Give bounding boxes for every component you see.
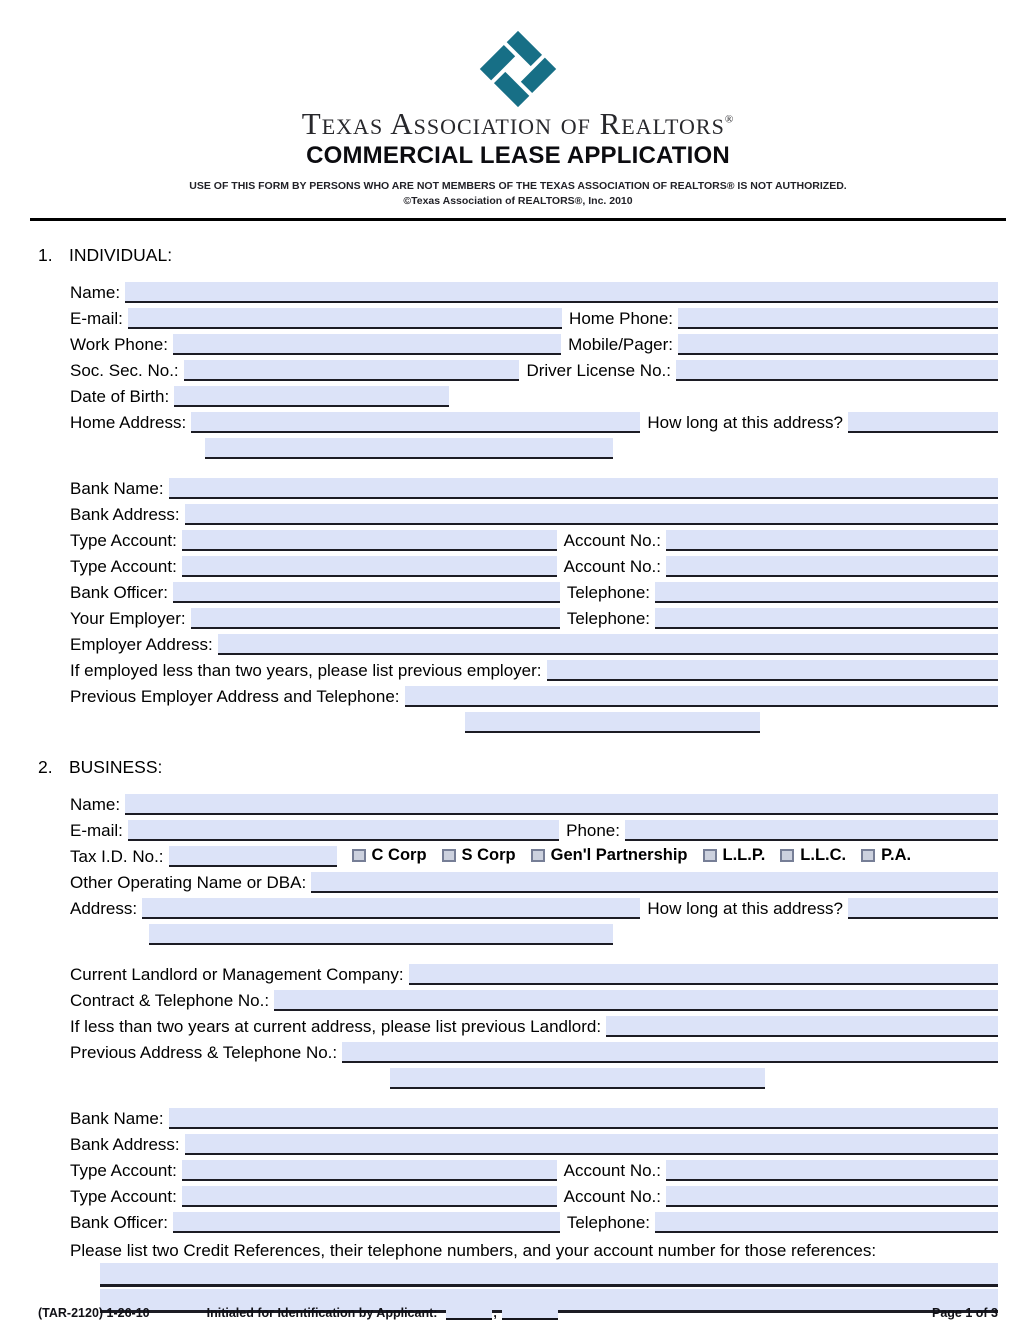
bus-other-name-label: Other Operating Name or DBA: (70, 874, 311, 893)
row-bus-name (70, 793, 998, 815)
ind-dob-label: Date of Birth: (70, 388, 174, 407)
ind-home-address-label: Home Address: (70, 414, 191, 433)
notice-line-2: ©Texas Association of REALTORS®, Inc. 2010 (403, 194, 633, 207)
row-bus-previous-address-cont (70, 1067, 998, 1089)
bus-contract-telephone-field[interactable] (274, 990, 998, 1011)
ind-type-account-2-label: Type Account: (70, 558, 182, 577)
ind-dob-field[interactable] (174, 386, 449, 407)
row-ind-work-phone (70, 333, 998, 355)
bus-bank-officer-field[interactable] (173, 1212, 560, 1233)
form-code: (TAR-2120) 1-26-10 (38, 1306, 150, 1320)
row-ind-home-address (70, 411, 998, 433)
section-number: 1. (38, 244, 53, 265)
credit-reference-1-field[interactable] (100, 1263, 998, 1287)
pa-label: P.A. (881, 846, 912, 865)
entity-genl-partnership (531, 845, 688, 867)
ind-bank-address-label: Bank Address: (70, 506, 185, 525)
ind-bank-name-field[interactable] (169, 478, 998, 499)
row-bus-address (70, 897, 998, 919)
ind-bank-name-label: Bank Name: (70, 480, 169, 499)
ind-previous-employer-field[interactable] (547, 660, 998, 681)
entity-s-corp (442, 845, 516, 867)
ind-mobile-pager-label: Mobile/Pager: (561, 336, 678, 355)
bus-previous-address-label: Previous Address & Telephone No.: (70, 1044, 342, 1063)
ind-employer-field[interactable] (191, 608, 560, 629)
bus-account-no-1-label: Account No.: (557, 1162, 666, 1181)
ind-work-phone-field[interactable] (173, 334, 561, 355)
ind-type-account-1-field[interactable] (182, 530, 557, 551)
page-footer (38, 1303, 998, 1320)
bus-account-no-1-field[interactable] (666, 1160, 998, 1181)
row-bus-type-account-2 (70, 1185, 998, 1207)
bus-type-account-2-field[interactable] (182, 1186, 557, 1207)
bus-bank-name-field[interactable] (169, 1108, 998, 1129)
row-bus-bank-officer (70, 1211, 998, 1233)
ind-bank-officer-field[interactable] (173, 582, 560, 603)
ind-employer-telephone-label: Telephone: (560, 610, 655, 629)
ind-previous-employer-address-field[interactable] (405, 686, 999, 707)
section-number: 2. (38, 756, 53, 777)
ind-employer-label: Your Employer: (70, 610, 191, 629)
row-bus-email (70, 819, 998, 841)
ind-account-no-1-label: Account No.: (557, 532, 666, 551)
ind-work-phone-label: Work Phone: (70, 336, 173, 355)
ind-previous-employer-label: If employed less than two years, please list previous employer: (70, 662, 547, 681)
bus-bank-officer-label: Bank Officer: (70, 1214, 173, 1233)
bus-other-name-field[interactable] (311, 872, 998, 893)
bus-account-no-2-label: Account No.: (557, 1188, 666, 1207)
form-header (38, 30, 998, 221)
entity-pa (861, 845, 911, 867)
ind-account-no-2-label: Account No.: (557, 558, 666, 577)
s-corp-label: S Corp (461, 846, 516, 865)
bus-name-label: Name: (70, 796, 125, 815)
row-ind-bank-address (70, 503, 998, 525)
ind-driver-license-field[interactable] (676, 360, 998, 381)
section-business (38, 757, 998, 1313)
c-corp-checkbox[interactable] (352, 849, 366, 862)
bus-current-landlord-field[interactable] (409, 964, 998, 985)
llp-checkbox[interactable] (703, 849, 717, 862)
row-ind-employer (70, 607, 998, 629)
ind-bank-officer-label: Bank Officer: (70, 584, 173, 603)
ind-how-long-label: How long at this address? (640, 414, 848, 433)
ind-account-no-1-field[interactable] (666, 530, 998, 551)
ind-home-phone-label: Home Phone: (562, 310, 678, 329)
row-bus-contract-telephone (70, 989, 998, 1011)
row-bus-bank-address (70, 1133, 998, 1155)
llp-label: L.L.P. (722, 846, 766, 865)
form-title: COMMERCIAL LEASE APPLICATION (306, 141, 730, 169)
ind-name-label: Name: (70, 284, 125, 303)
ind-home-address-cont-field[interactable] (205, 438, 613, 459)
bus-phone-field[interactable] (625, 820, 998, 841)
row-ind-name (70, 281, 998, 303)
row-bus-previous-landlord (70, 1015, 998, 1037)
bus-previous-address-field[interactable] (342, 1042, 998, 1063)
bus-how-long-field[interactable] (848, 898, 998, 919)
row-ind-employer-address (70, 633, 998, 655)
genl-partnership-checkbox[interactable] (531, 849, 545, 862)
ind-name-field[interactable] (125, 282, 998, 303)
bus-bank-address-field[interactable] (185, 1134, 998, 1155)
row-bus-current-landlord (70, 963, 998, 985)
ind-employer-telephone-field[interactable] (655, 608, 998, 629)
bus-current-landlord-label: Current Landlord or Management Company: (70, 966, 409, 985)
s-corp-checkbox[interactable] (442, 849, 456, 862)
ind-driver-license-label: Driver License No.: (519, 362, 676, 381)
row-credit-reference-1 (70, 1265, 998, 1287)
row-bus-address-cont (70, 923, 998, 945)
bus-previous-landlord-field[interactable] (606, 1016, 998, 1037)
row-ind-ssn (70, 359, 998, 381)
ind-email-label: E-mail: (70, 310, 128, 329)
header-divider (30, 218, 1006, 221)
ind-employer-address-field[interactable] (218, 634, 998, 655)
bus-contract-telephone-label: Contract & Telephone No.: (70, 992, 274, 1011)
pa-checkbox[interactable] (861, 849, 875, 862)
entity-llc (780, 845, 846, 867)
bus-email-field[interactable] (128, 820, 559, 841)
row-ind-previous-employer-address-cont (70, 711, 998, 733)
row-bus-other-name (70, 871, 998, 893)
bus-bank-telephone-field[interactable] (655, 1212, 998, 1233)
ind-bank-telephone-field[interactable] (655, 582, 998, 603)
ind-ssn-field[interactable] (184, 360, 520, 381)
initials-separator: , (493, 1306, 497, 1320)
section-business-heading (38, 757, 998, 778)
usage-notice (38, 179, 998, 209)
bus-address-cont-field[interactable] (149, 924, 613, 945)
entity-c-corp (352, 845, 427, 867)
page-number: Page 1 of 3 (932, 1306, 998, 1320)
bus-bank-telephone-label: Telephone: (560, 1214, 655, 1233)
row-ind-type-account-2 (70, 555, 998, 577)
ind-previous-employer-address-label: Previous Employer Address and Telephone: (70, 688, 405, 707)
initials-group (207, 1303, 558, 1320)
ind-email-field[interactable] (128, 308, 562, 329)
ind-bank-telephone-label: Telephone: (560, 584, 655, 603)
row-ind-dob (70, 385, 998, 407)
ind-account-no-2-field[interactable] (666, 556, 998, 577)
applicant-initials-1-field[interactable] (446, 1303, 492, 1320)
ind-home-phone-field[interactable] (678, 308, 998, 329)
row-ind-email (70, 307, 998, 329)
entity-llp (703, 845, 766, 867)
tar-diamond-logo-icon (475, 30, 561, 108)
c-corp-label: C Corp (371, 846, 427, 865)
llc-checkbox[interactable] (780, 849, 794, 862)
row-ind-home-address-cont (70, 437, 998, 459)
ind-bank-address-field[interactable] (185, 504, 998, 525)
initials-label: Initialed for Identification by Applicant: (206, 1306, 438, 1320)
genl-partnership-label: Gen'l Partnership (550, 846, 688, 865)
row-bus-previous-address (70, 1041, 998, 1063)
applicant-initials-2-field[interactable] (502, 1303, 558, 1320)
ind-employer-address-label: Employer Address: (70, 636, 218, 655)
bus-name-field[interactable] (125, 794, 998, 815)
registered-trademark: ® (724, 113, 735, 126)
ind-mobile-pager-field[interactable] (678, 334, 998, 355)
section-title: INDIVIDUAL: (69, 244, 173, 265)
ind-type-account-2-field[interactable] (182, 556, 557, 577)
section-title: BUSINESS: (69, 756, 163, 777)
section-individual-heading (38, 245, 998, 266)
row-bus-type-account-1 (70, 1159, 998, 1181)
credit-references-instruction: Please list two Credit References, their telephone numbers, and your account number for those references: (70, 1240, 877, 1260)
row-ind-bank-officer (70, 581, 998, 603)
bus-how-long-label: How long at this address? (640, 900, 848, 919)
row-ind-bank-name (70, 477, 998, 499)
bus-previous-landlord-label: If less than two years at current address, please list previous Landlord: (70, 1018, 606, 1037)
bus-type-account-2-label: Type Account: (70, 1188, 182, 1207)
bus-type-account-1-field[interactable] (182, 1160, 557, 1181)
ind-type-account-1-label: Type Account: (70, 532, 182, 551)
row-ind-previous-employer (70, 659, 998, 681)
row-ind-type-account-1 (70, 529, 998, 551)
bus-bank-address-label: Bank Address: (70, 1136, 185, 1155)
bus-bank-name-label: Bank Name: (70, 1110, 169, 1129)
association-name: Texas Association of Realtors® (301, 106, 735, 141)
bus-phone-label: Phone: (559, 822, 625, 841)
llc-label: L.L.C. (800, 846, 847, 865)
notice-line-1: USE OF THIS FORM BY PERSONS WHO ARE NOT MEMBERS OF THE TEXAS ASSOCIATION OF REALTORS® IS NOT AUTHORIZED. (189, 179, 847, 192)
row-bus-bank-name (70, 1107, 998, 1129)
row-ind-previous-employer-address (70, 685, 998, 707)
row-bus-tax-id (70, 845, 998, 867)
bus-address-label: Address: (70, 900, 142, 919)
bus-tax-id-label: Tax I.D. No.: (70, 848, 169, 867)
ind-how-long-field[interactable] (848, 412, 998, 433)
ind-previous-employer-address-cont-field[interactable] (465, 712, 760, 733)
bus-type-account-1-label: Type Account: (70, 1162, 182, 1181)
section-individual (38, 245, 998, 733)
ind-ssn-label: Soc. Sec. No.: (70, 362, 184, 381)
bus-account-no-2-field[interactable] (666, 1186, 998, 1207)
ind-home-address-field[interactable] (191, 412, 640, 433)
bus-tax-id-field[interactable] (169, 846, 337, 867)
bus-previous-address-cont-field[interactable] (390, 1068, 765, 1089)
bus-email-label: E-mail: (70, 822, 128, 841)
bus-address-field[interactable] (142, 898, 640, 919)
